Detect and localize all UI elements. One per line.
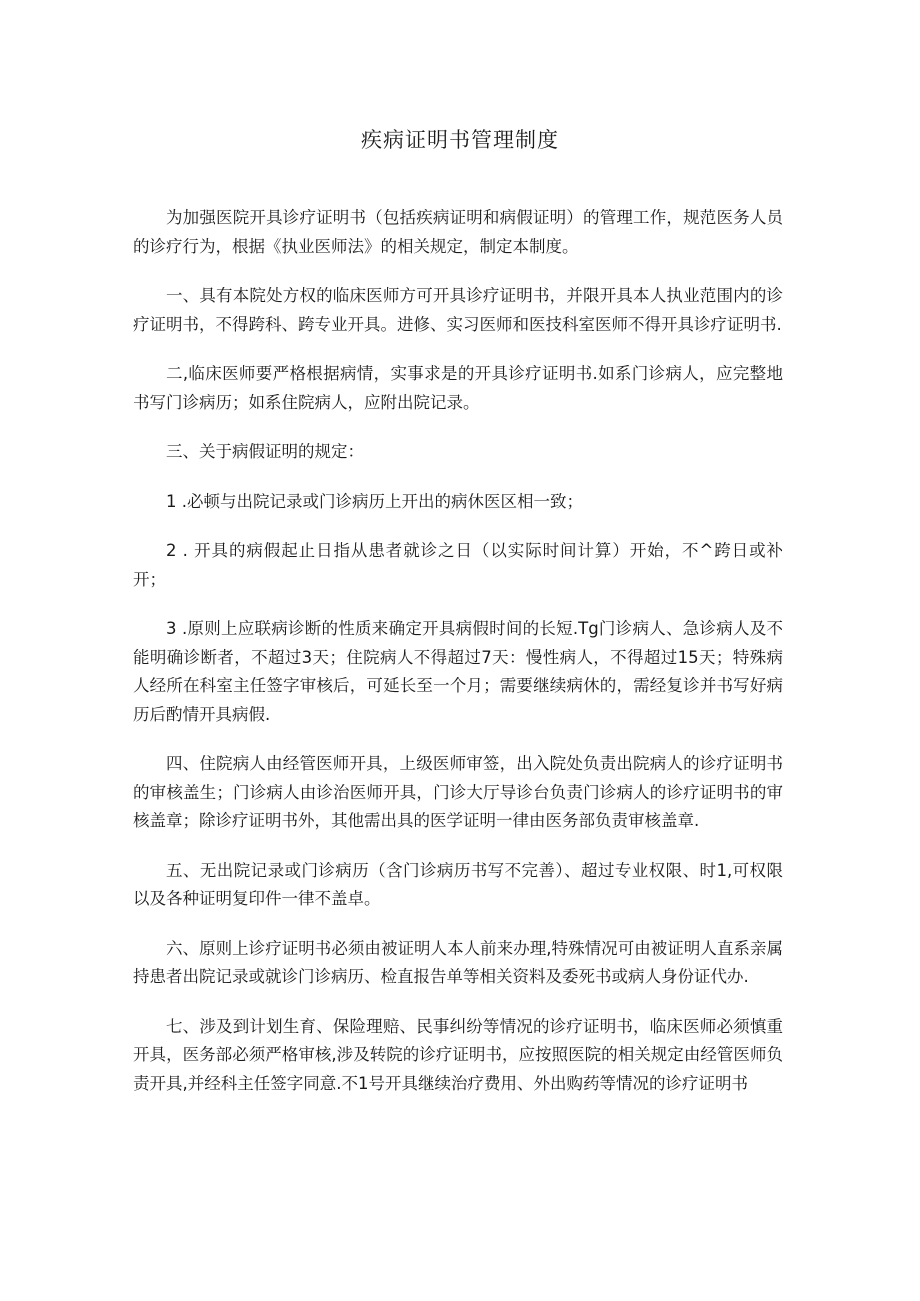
paragraph-article-7: 七、涉及到计划生育、保险理赔、民事纠纷等情况的诊疗证明书，临床医师必须慎重开具，医务部必须严格审核,涉及转院的诊疗证明书，应按照医院的相关规定由经管医师负责开具,并经科主任签字同意.不1号开具继续治疗费用、外出购药等情况的诊疗证明书 (133, 1016, 783, 1093)
paragraph-article-5: 五、无出院记录或门诊病历（含门诊病历书写不完善）、超过专业权限、时1,可权限以及各种证明复印件一律不盖卓。 (133, 860, 783, 908)
paragraph-intro: 为加强医院开具诊疗证明书（包括疾病证明和病假证明）的管理工作，规范医务人员的诊疗行为，根据《执业医师法》的相关规定，制定本制度。 (133, 208, 783, 256)
paragraph-article-4: 四、住院病人由经管医师开具，上级医师审签，出入院处负责出院病人的诊疗证明书的审核盖生；门诊病人由诊治医师开具，门诊大厅导诊台负责门诊病人的诊疗证明书的审核盖章；除诊疗证明书外，其他需出具的医学证明一律由医务部负责审核盖章. (133, 754, 783, 830)
document-title: 疾病证明书管理制度 (361, 128, 559, 152)
paragraph-article-3-item-2: 2 . 开具的病假起止日指从患者就诊之日（以实际时间计算）开始，不^跨日或补开； (133, 541, 783, 589)
paragraph-article-3: 三、关于病假证明的规定： (166, 442, 364, 461)
paragraph-article-6: 六、原则上诊疗证明书必须由被证明人本人前来办理,特殊情况可由被证明人直系亲属持患者出院记录或就诊门诊病历、检直报告单等相关资料及委死书或病人身份证代办. (133, 938, 783, 986)
paragraph-article-1: 一、具有本院处方权的临床医师方可开具诊疗证明书，并限开具本人执业范围内的诊疗证明书，不得跨科、跨专业开具。进修、实习医师和医技科室医师不得开具诊疗证明书. (133, 286, 783, 334)
paragraph-article-2: 二,临床医师要严格根据病情，实事求是的开具诊疗证明书.如系门诊病人，应完整地书写门诊病历；如系住院病人，应附出院记录。 (133, 364, 783, 412)
paragraph-article-3-item-3: 3 .原则上应联病诊断的性质来确定开具病假时间的长短.Tg门诊病人、急诊病人及不能明确诊断者，不超过3天；住院病人不得超过7天：慢性病人，不得超过15天；特殊病人经所在科室主任签字审核后，可延长至一个月；需要继续病休的，需经复诊并书写好病历后酌情开具病假. (133, 619, 783, 724)
paragraph-article-3-item-1: 1 .必顿与出院记录或门诊病历上开出的病休医区相一致； (166, 491, 583, 511)
document-body (133, 204, 783, 1119)
